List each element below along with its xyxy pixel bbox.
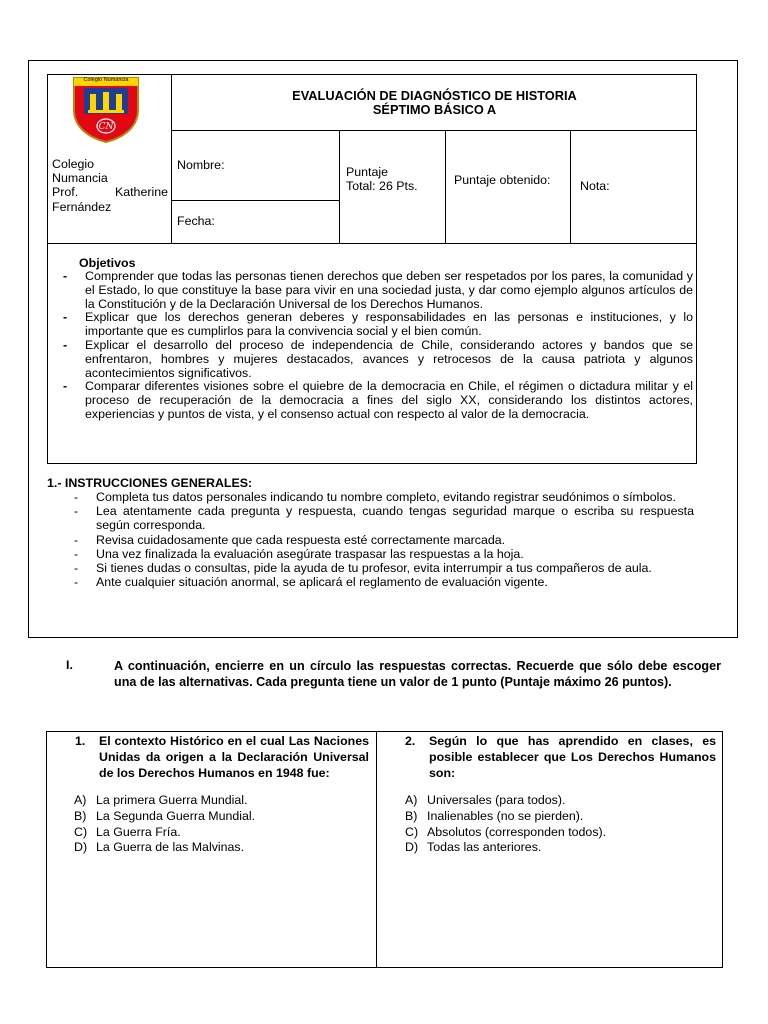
option-text: La Guerra Fría. bbox=[96, 824, 181, 839]
question-number: 2. bbox=[405, 734, 416, 748]
option-text: Inalienables (no se pierden). bbox=[427, 808, 584, 823]
puntaje-value: Total: 26 Pts. bbox=[346, 179, 418, 194]
option-text: La Guerra de las Malvinas. bbox=[96, 840, 245, 855]
answer-option[interactable] bbox=[405, 809, 716, 825]
objective-text: Explicar el desarrollo del proceso de independencia de Chile, considerando actores y bandos que se enfrentaron, hombres y mujeres destacados, avances y retrocesos de la causa patriota y algunos acontecimientos significativos. bbox=[85, 337, 693, 380]
objective-text: Comparar diferentes visiones sobre el quiebre de la democracia en Chile, el régimen o dictadura militar y el proceso de recuperación de la democracia a fines del siglo XX, considerando los distintos actores, experiencias y puntos de vista, y el consenso actual con respecto al valor de la democracia. bbox=[85, 379, 693, 421]
teacher-last-name: Fernández bbox=[52, 199, 112, 214]
answer-option[interactable] bbox=[405, 793, 716, 809]
answer-option[interactable] bbox=[74, 793, 369, 809]
instructions bbox=[60, 490, 694, 589]
option-text: Todas las anteriores. bbox=[427, 840, 542, 855]
instruction-text: Una vez finalizada la evaluación asegúrate traspasar las respuestas a la hoja. bbox=[96, 546, 524, 561]
logo-text: Colegio Numancia bbox=[83, 77, 129, 83]
header-divider bbox=[570, 130, 571, 244]
question-options bbox=[405, 793, 716, 856]
instruction-text: Lea atentamente cada pregunta y respuesta, cuando tengas seguridad marque o escriba su respuesta según corresponda. bbox=[96, 504, 694, 533]
header-divider bbox=[339, 130, 340, 244]
school-info bbox=[52, 157, 168, 214]
subtitle-line: SÉPTIMO BÁSICO A bbox=[372, 102, 497, 117]
teacher-line bbox=[52, 185, 168, 199]
list-item: - Explicar el desarrollo del proceso de independencia de Chile, considerando actores y bandos que se enfrentaron, hombres y mujeres destacados, avances y retrocesos de la causa patriota y algunos acontecimientos significativos. bbox=[63, 337, 693, 380]
answer-option[interactable] bbox=[405, 840, 716, 856]
option-text: Absolutos (corresponden todos). bbox=[427, 824, 607, 839]
question-stem bbox=[405, 733, 716, 781]
objective-text: Explicar que los derechos generan deberes y responsabilidades en las personas e instituciones, y lo importante que es cumplirlos para la convivencia social y el bien común. bbox=[85, 310, 693, 339]
option-key: B) bbox=[74, 808, 87, 823]
section-numeral: I. bbox=[66, 658, 73, 672]
answer-option[interactable] bbox=[74, 840, 369, 856]
option-key: C) bbox=[405, 824, 419, 839]
nombre-field[interactable]: Nombre: bbox=[177, 158, 225, 172]
nota-field[interactable]: Nota: bbox=[580, 179, 610, 193]
option-key: A) bbox=[74, 793, 87, 807]
answer-option[interactable] bbox=[74, 825, 369, 841]
list-item: - Explicar que los derechos generan deberes y responsabilidades en las personas e instituciones, y lo importante que es cumplirlos para la convivencia social y el bien común. bbox=[63, 310, 693, 339]
question-number: 1. bbox=[75, 734, 86, 748]
puntaje-label: Puntaje bbox=[346, 165, 389, 179]
question-text: El contexto Histórico en el cual Las Naciones Unidas da origen a la Declaración Universal de los Derechos Humanos en 1948 fue: bbox=[99, 734, 369, 780]
page-title bbox=[172, 89, 697, 117]
objectives bbox=[61, 256, 693, 422]
header-divider bbox=[171, 130, 697, 131]
title-line: EVALUACIÓN DE DIAGNÓSTICO DE HISTORIA bbox=[292, 88, 577, 103]
school-logo bbox=[70, 76, 142, 144]
question-1 bbox=[75, 733, 369, 856]
option-text: La Segunda Guerra Mundial. bbox=[96, 808, 256, 823]
list-item: - Una vez finalizada la evaluación asegúrate traspasar las respuestas a la hoja. bbox=[74, 546, 524, 561]
header-divider bbox=[171, 200, 339, 201]
questions-divider bbox=[376, 731, 377, 968]
option-key: B) bbox=[405, 808, 418, 823]
instruction-text: Ante cualquier situación anormal, se aplicará el reglamento de evaluación vigente. bbox=[96, 575, 548, 590]
option-text: La primera Guerra Mundial. bbox=[96, 793, 248, 807]
school-name-line: Numancia bbox=[52, 171, 108, 186]
list-item: - Comprender que todas las personas tienen derechos que deben ser respetados por los pares, la comunidad y el Estado, lo que constituye la base para vivir en una sociedad justa, y dar como ejemplo algunos artículos de la Constitución y de la Declaración Universal de los Derechos Humanos. bbox=[63, 269, 693, 311]
option-text: Universales (para todos). bbox=[427, 793, 566, 807]
list-item: - Lea atentamente cada pregunta y respuesta, cuando tengas seguridad marque o escriba su respuesta según corresponda. bbox=[74, 504, 694, 533]
school-name-line: Colegio bbox=[52, 157, 95, 171]
fecha-field[interactable]: Fecha: bbox=[177, 214, 215, 228]
objectives-list bbox=[61, 270, 693, 422]
answer-option[interactable] bbox=[74, 809, 369, 825]
option-key: A) bbox=[405, 793, 418, 807]
header-divider bbox=[445, 130, 446, 244]
teacher-prefix: Prof. bbox=[52, 185, 79, 200]
instruction-text: Si tienes dudas o consultas, pide la ayuda de tu profesor, evita interrumpir a tus compañeros de aula. bbox=[96, 561, 652, 576]
list-item: - Revisa cuidadosamente que cada respuesta esté correctamente marcada. bbox=[74, 532, 506, 547]
list-item: - Comparar diferentes visiones sobre el quiebre de la democracia en Chile, el régimen o dictadura militar y el proceso de recuperación de la democracia a fines del siglo XX, considerando los distintos actores, experiencias y puntos de vista, y el consenso actual con respecto al valor de la democracia. bbox=[63, 379, 693, 421]
list-item: - Ante cualquier situación anormal, se aplicará el reglamento de evaluación vigente. bbox=[74, 575, 548, 590]
question-options bbox=[74, 793, 369, 856]
option-key: D) bbox=[74, 840, 88, 855]
list-item: - Si tienes dudas o consultas, pide la ayuda de tu profesor, evita interrumpir a tus compañeros de aula. bbox=[74, 561, 652, 576]
instruction-text: Revisa cuidadosamente que cada respuesta esté correctamente marcada. bbox=[96, 532, 506, 547]
teacher-first-name: Katherine bbox=[114, 185, 168, 200]
answer-option[interactable] bbox=[405, 825, 716, 841]
question-stem bbox=[75, 733, 369, 781]
svg-text:CN: CN bbox=[98, 122, 114, 132]
question-text: Según lo que has aprendido en clases, es posible establecer que Los Derechos Humanos son: bbox=[429, 734, 716, 780]
option-key: D) bbox=[405, 840, 419, 855]
option-key: C) bbox=[74, 824, 88, 839]
instructions-list bbox=[60, 490, 694, 589]
section-instructions: A continuación, encierre en un círculo las respuestas correctas. Recuerde que sólo debe escoger una de las alternativas. Cada pregunta tiene un valor de 1 punto (Puntaje máximo 26 puntos). bbox=[114, 659, 721, 689]
puntaje-total bbox=[346, 165, 418, 193]
instructions-title: 1.- INSTRUCCIONES GENERALES: bbox=[47, 476, 253, 490]
objectives-title: Objetivos bbox=[79, 256, 136, 270]
list-item: - Completa tus datos personales indicando tu nombre completo, evitando registrar seudónimos o símbolos. bbox=[74, 490, 676, 504]
puntaje-obtenido-field[interactable]: Puntaje obtenido: bbox=[454, 173, 551, 187]
instruction-text: Completa tus datos personales indicando tu nombre completo, evitando registrar seudónimos o símbolos. bbox=[96, 490, 676, 504]
question-2 bbox=[405, 733, 716, 856]
objective-text: Comprender que todas las personas tienen derechos que deben ser respetados por los pares, la comunidad y el Estado, lo que constituye la base para vivir en una sociedad justa, y dar como ejemplo algunos artículos de la Constitución y de la Declaración Universal de los Derechos Humanos. bbox=[85, 269, 693, 311]
